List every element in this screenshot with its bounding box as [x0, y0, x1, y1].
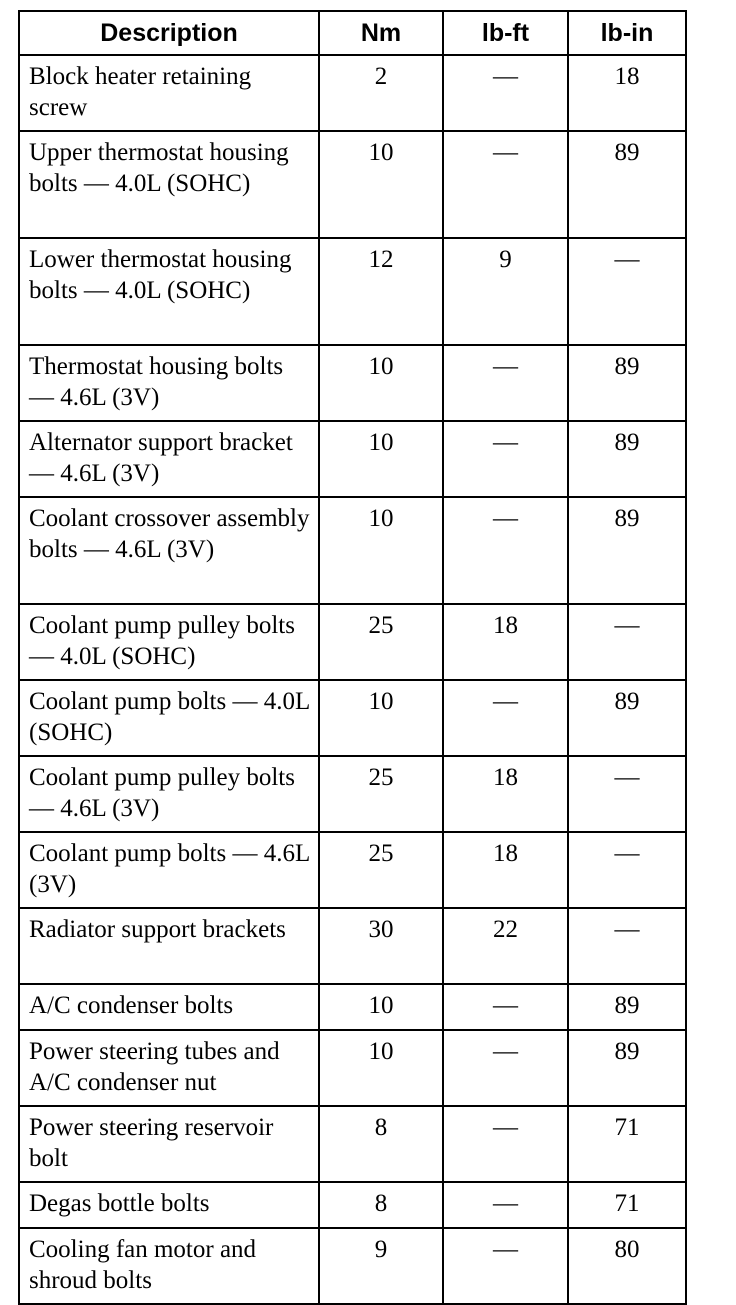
cell-nm: 8 [319, 1182, 443, 1228]
cell-description: Radiator support brackets [19, 908, 319, 984]
cell-description: Coolant pump pulley bolts — 4.6L (3V) [19, 756, 319, 832]
cell-lb-in: 80 [568, 1228, 686, 1304]
cell-description: Thermostat housing bolts — 4.6L (3V) [19, 345, 319, 421]
cell-nm: 30 [319, 908, 443, 984]
cell-description: Lower thermostat housing bolts — 4.0L (SOHC) [19, 238, 319, 345]
cell-lb-ft: — [443, 680, 568, 756]
cell-lb-in: — [568, 756, 686, 832]
header-nm: Nm [319, 11, 443, 55]
cell-lb-ft: — [443, 345, 568, 421]
table-row [19, 680, 686, 756]
table-row [19, 497, 686, 604]
table-row [19, 238, 686, 345]
table-row [19, 604, 686, 680]
cell-lb-in: 89 [568, 680, 686, 756]
cell-nm: 12 [319, 238, 443, 345]
cell-lb-ft: — [443, 421, 568, 497]
cell-lb-ft: 18 [443, 756, 568, 832]
cell-lb-ft: — [443, 497, 568, 604]
table-row [19, 421, 686, 497]
cell-nm: 10 [319, 131, 443, 238]
cell-description: Coolant pump bolts — 4.0L (SOHC) [19, 680, 319, 756]
table-row [19, 756, 686, 832]
cell-lb-in: — [568, 908, 686, 984]
table-row [19, 1182, 686, 1228]
cell-nm: 10 [319, 421, 443, 497]
cell-lb-in: 71 [568, 1182, 686, 1228]
cell-nm: 10 [319, 984, 443, 1030]
cell-description: Degas bottle bolts [19, 1182, 319, 1228]
cell-nm: 8 [319, 1106, 443, 1182]
cell-nm: 2 [319, 55, 443, 131]
cell-lb-in: — [568, 832, 686, 908]
cell-nm: 10 [319, 680, 443, 756]
table-row [19, 832, 686, 908]
cell-lb-ft: — [443, 1106, 568, 1182]
cell-lb-in: — [568, 604, 686, 680]
cell-lb-ft: — [443, 131, 568, 238]
torque-specifications-table [18, 10, 687, 1305]
header-description: Description [19, 11, 319, 55]
cell-lb-ft: 22 [443, 908, 568, 984]
header-lb-ft: lb-ft [443, 11, 568, 55]
cell-description: Cooling fan motor and shroud bolts [19, 1228, 319, 1304]
table-row [19, 984, 686, 1030]
cell-lb-ft: — [443, 1228, 568, 1304]
table-row [19, 908, 686, 984]
cell-lb-ft: 9 [443, 238, 568, 345]
cell-lb-ft: 18 [443, 832, 568, 908]
table-row [19, 1106, 686, 1182]
cell-nm: 9 [319, 1228, 443, 1304]
cell-lb-in: 89 [568, 421, 686, 497]
cell-lb-ft: — [443, 1030, 568, 1106]
cell-lb-ft: — [443, 1182, 568, 1228]
cell-nm: 10 [319, 497, 443, 604]
cell-lb-in: 18 [568, 55, 686, 131]
cell-description: Upper thermostat housing bolts — 4.0L (SOHC) [19, 131, 319, 238]
cell-description: Power steering reservoir bolt [19, 1106, 319, 1182]
cell-lb-in: 89 [568, 345, 686, 421]
table-body [19, 55, 686, 1304]
cell-lb-in: 71 [568, 1106, 686, 1182]
cell-lb-ft: — [443, 55, 568, 131]
cell-nm: 10 [319, 345, 443, 421]
cell-description: A/C condenser bolts [19, 984, 319, 1030]
cell-description: Coolant pump pulley bolts — 4.0L (SOHC) [19, 604, 319, 680]
cell-description: Power steering tubes and A/C condenser nut [19, 1030, 319, 1106]
cell-lb-ft: 18 [443, 604, 568, 680]
cell-nm: 10 [319, 1030, 443, 1106]
table-row [19, 1228, 686, 1304]
header-row [19, 11, 686, 55]
cell-lb-in: 89 [568, 131, 686, 238]
header-lb-in: lb-in [568, 11, 686, 55]
cell-lb-ft: — [443, 984, 568, 1030]
table-row [19, 55, 686, 131]
table-row [19, 131, 686, 238]
cell-nm: 25 [319, 756, 443, 832]
cell-description: Coolant pump bolts — 4.6L (3V) [19, 832, 319, 908]
cell-lb-in: 89 [568, 497, 686, 604]
table-row [19, 345, 686, 421]
cell-nm: 25 [319, 832, 443, 908]
table-header [19, 11, 686, 55]
cell-lb-in: — [568, 238, 686, 345]
table-row [19, 1030, 686, 1106]
cell-lb-in: 89 [568, 984, 686, 1030]
cell-lb-in: 89 [568, 1030, 686, 1106]
cell-nm: 25 [319, 604, 443, 680]
cell-description: Block heater retaining screw [19, 55, 319, 131]
cell-description: Coolant crossover assembly bolts — 4.6L (3V) [19, 497, 319, 604]
cell-description: Alternator support bracket — 4.6L (3V) [19, 421, 319, 497]
